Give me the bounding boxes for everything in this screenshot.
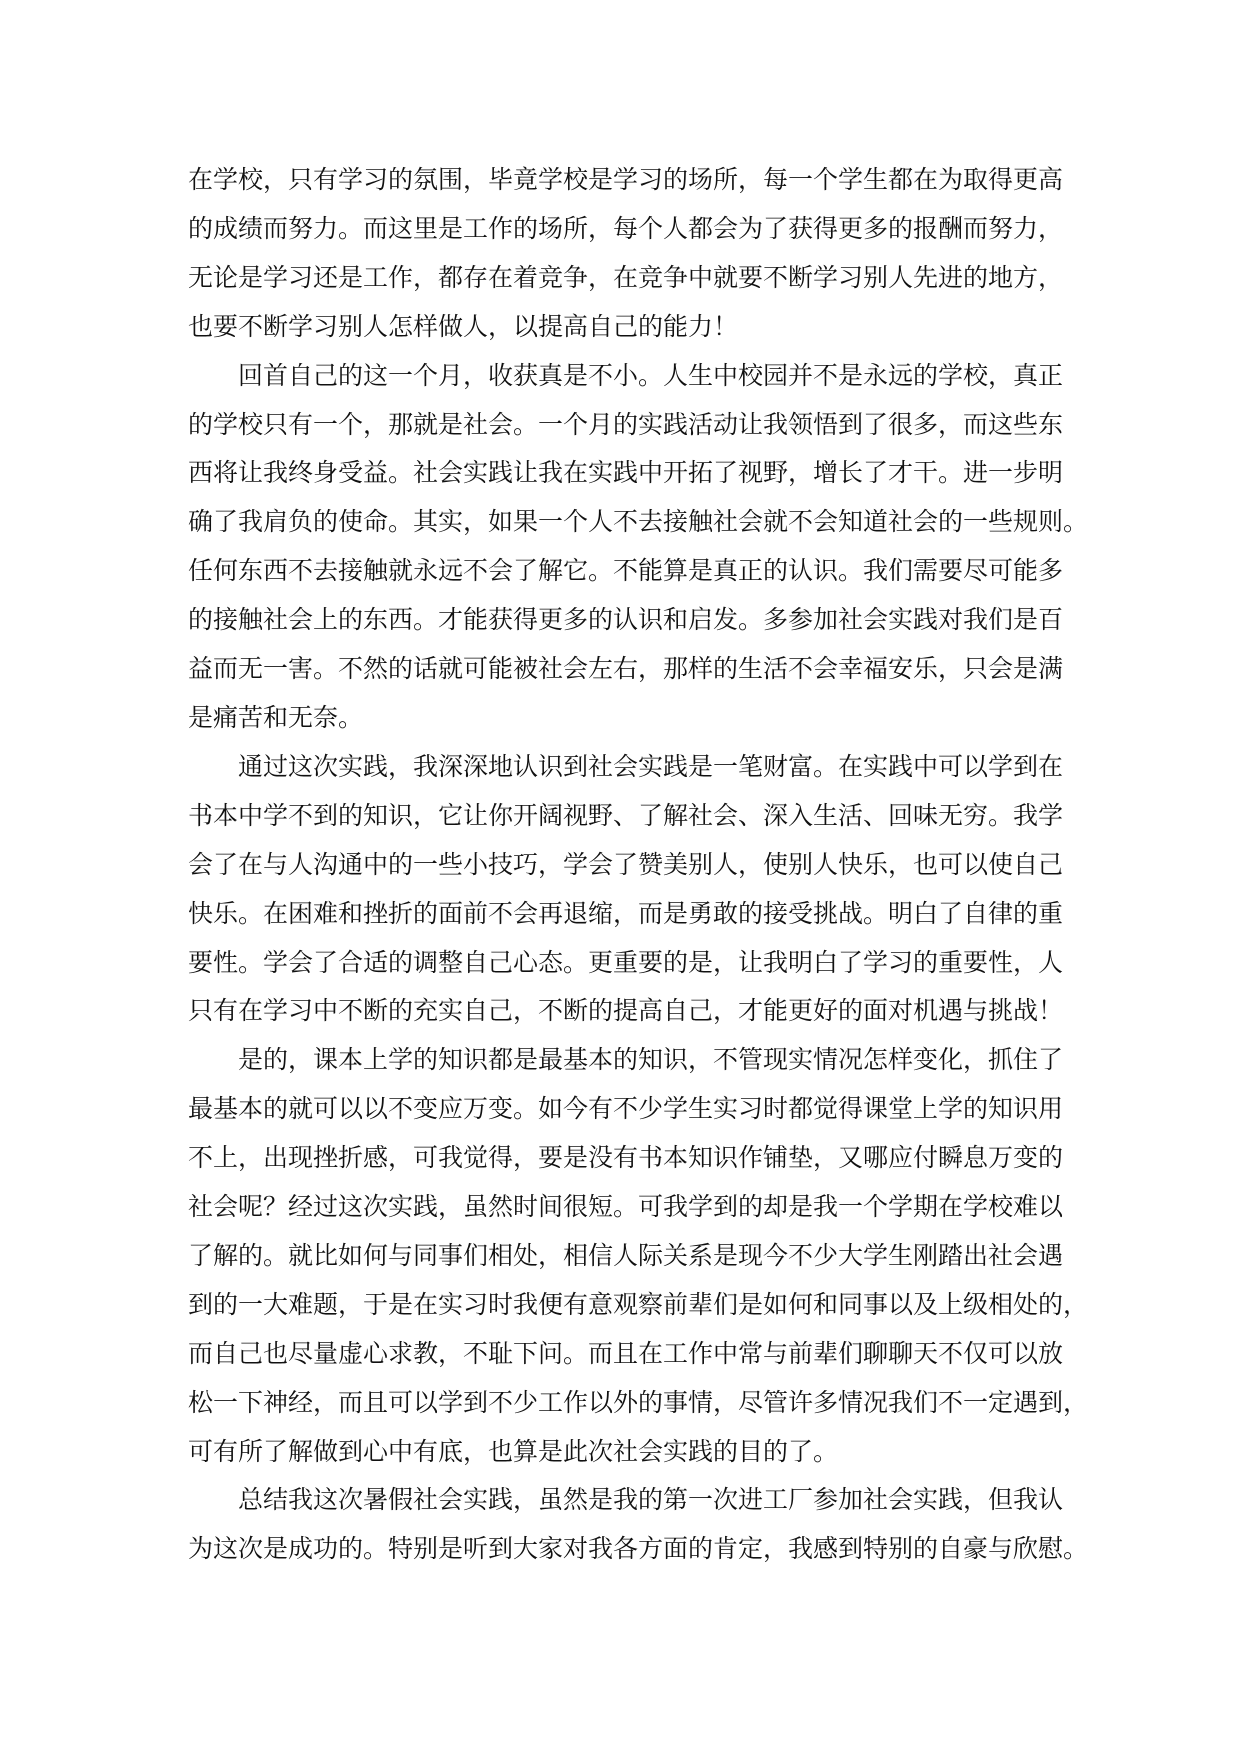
text-line: 要性。学会了合适的调整自己心态。更重要的是，让我明白了学习的重要性，人 (188, 947, 1064, 977)
paragraph-1 (188, 156, 1064, 352)
text-line: 只有在学习中不断的充实自己，不断的提高自己，才能更好的面对机遇与挑战！ (188, 996, 1064, 1026)
text-line: 回首自己的这一个月，收获真是不小。人生中校园并不是永远的学校，真正 (238, 360, 1064, 390)
text-line: 益而无一害。不然的话就可能被社会左右，那样的生活不会幸福安乐，只会是满 (188, 654, 1064, 684)
text-line: 的学校只有一个，那就是社会。一个月的实践活动让我领悟到了很多，而这些东 (188, 409, 1064, 439)
text-line: 书本中学不到的知识，它让你开阔视野、了解社会、深入生活、回味无穷。我学 (188, 800, 1064, 830)
text-line: 最基本的就可以以不变应万变。如今有不少学生实习时都觉得课堂上学的知识用 (188, 1094, 1064, 1124)
text-line: 可有所了解做到心中有底，也算是此次社会实践的目的了。 (188, 1436, 839, 1466)
paragraph-5 (188, 1476, 1089, 1574)
text-line: 是痛苦和无奈。 (188, 702, 364, 732)
text-line: 总结我这次暑假社会实践，虽然是我的第一次进工厂参加社会实践，但我认 (238, 1485, 1064, 1515)
text-line: 任何东西不去接触就永远不会了解它。不能算是真正的认识。我们需要尽可能多 (188, 556, 1064, 586)
text-line: 的成绩而努力。而这里是工作的场所，每个人都会为了获得更多的报酬而努力， (188, 213, 1064, 243)
document-body (188, 156, 1089, 1574)
text-line: 到的一大难题，于是在实习时我便有意观察前辈们是如何和同事以及上级相处的， (188, 1289, 1089, 1319)
text-line: 为这次是成功的。特别是听到大家对我各方面的肯定，我感到特别的自豪与欣慰。 (188, 1534, 1089, 1564)
paragraph-3 (188, 743, 1064, 1036)
text-line: 是的，课本上学的知识都是最基本的知识，不管现实情况怎样变化，抓住了 (238, 1045, 1064, 1075)
text-line: 也要不断学习别人怎样做人，以提高自己的能力！ (188, 311, 739, 341)
text-line: 无论是学习还是工作，都存在着竞争，在竞争中就要不断学习别人先进的地方， (188, 262, 1064, 292)
text-line: 在学校，只有学习的氛围，毕竟学校是学习的场所，每一个学生都在为取得更高 (188, 165, 1064, 194)
text-line: 的接触社会上的东西。才能获得更多的认识和启发。多参加社会实践对我们是百 (188, 605, 1064, 635)
text-line: 确了我肩负的使命。其实，如果一个人不去接触社会就不会知道社会的一些规则。 (188, 507, 1089, 537)
text-line: 会了在与人沟通中的一些小技巧，学会了赞美别人，使别人快乐，也可以使自己 (188, 849, 1064, 879)
text-line: 不上，出现挫折感，可我觉得，要是没有书本知识作铺垫，又哪应付瞬息万变的 (188, 1143, 1064, 1173)
text-line: 西将让我终身受益。社会实践让我在实践中开拓了视野，增长了才干。进一步明 (188, 458, 1064, 488)
text-line: 社会呢？经过这次实践，虽然时间很短。可我学到的却是我一个学期在学校难以 (188, 1192, 1064, 1222)
text-line: 通过这次实践，我深深地认识到社会实践是一笔财富。在实践中可以学到在 (238, 751, 1064, 781)
text-line: 松一下神经，而且可以学到不少工作以外的事情，尽管许多情况我们不一定遇到， (188, 1387, 1089, 1417)
text-line: 而自己也尽量虚心求教，不耻下问。而且在工作中常与前辈们聊聊天不仅可以放 (188, 1338, 1064, 1368)
text-line: 了解的。就比如何与同事们相处，相信人际关系是现今不少大学生刚踏出社会遇 (188, 1240, 1064, 1270)
paragraph-4 (188, 1036, 1089, 1476)
paragraph-2 (188, 352, 1089, 743)
text-line: 快乐。在困难和挫折的面前不会再退缩，而是勇敢的接受挑战。明白了自律的重 (188, 898, 1064, 928)
